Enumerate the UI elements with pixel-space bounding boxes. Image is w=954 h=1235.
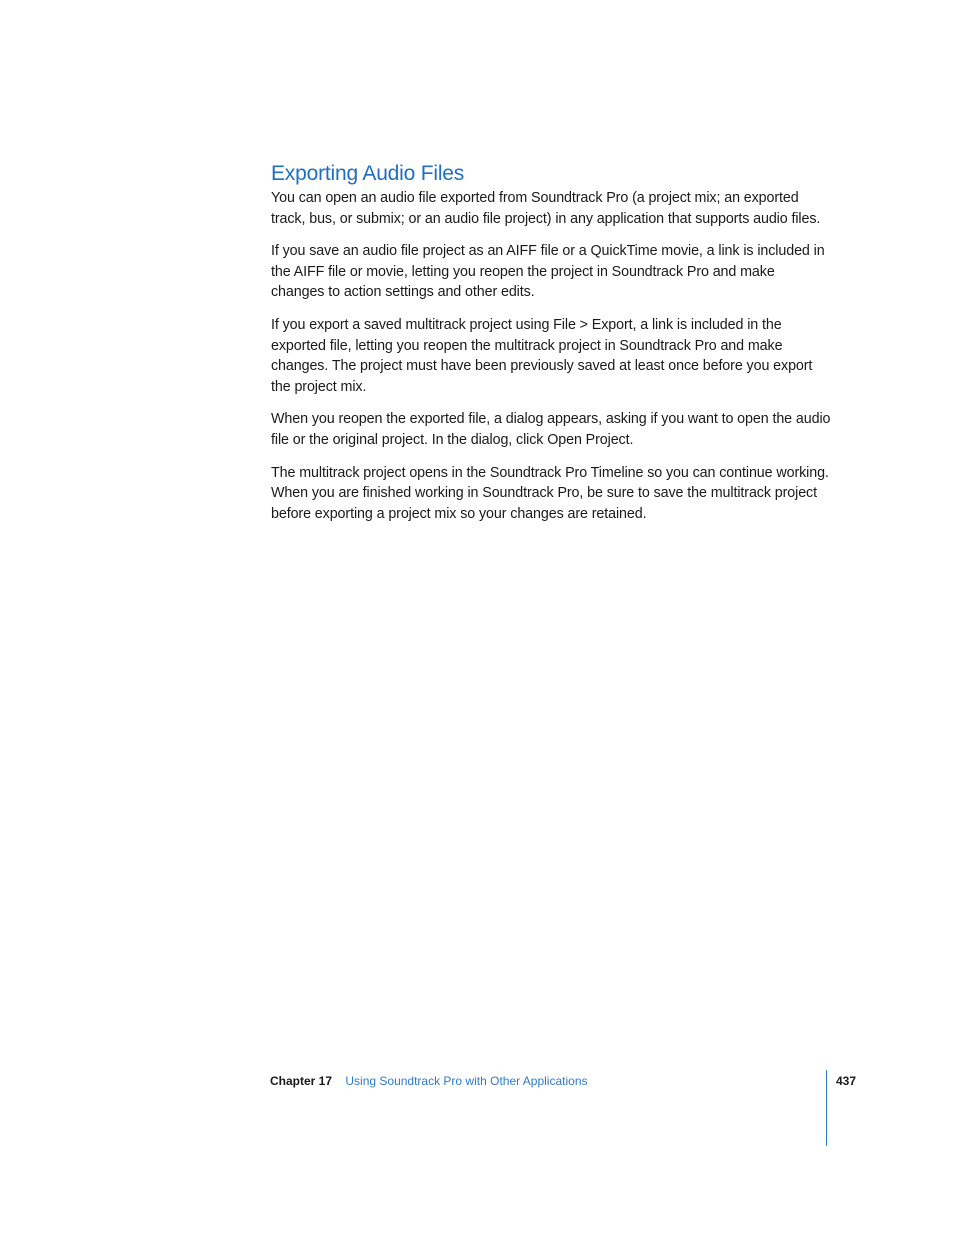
footer-divider [826, 1070, 827, 1146]
paragraph-3: If you export a saved multitrack project using File > Export, a link is included in the exported file, letting you reopen the multitrack project in Soundtrack Pro and make changes. The project must have been previously saved at least once before you export the project mix. [271, 316, 813, 395]
main-content [271, 160, 831, 536]
chapter-label: Chapter 17 [270, 1074, 333, 1088]
page-footer [270, 1072, 830, 1092]
chapter-title-link[interactable]: Using Soundtrack Pro with Other Applications [345, 1074, 588, 1088]
section-title: Exporting Audio Files [271, 162, 465, 185]
paragraph-1: You can open an audio file exported from Soundtrack Pro (a project mix; an exported track, bus, or submix; or an audio file project) in any application that supports audio files. [271, 190, 821, 227]
paragraph-5: The multitrack project opens in the Soundtrack Pro Timeline so you can continue working. When you are finished working in Soundtrack Pro, be sure to save the multitrack project before exporting a project mix so your changes are retained. [271, 464, 829, 522]
paragraph-4: When you reopen the exported file, a dialog appears, asking if you want to open the audio file or the original project. In the dialog, click Open Project. [271, 411, 831, 448]
paragraph-2: If you save an audio file project as an AIFF file or a QuickTime movie, a link is included in the AIFF file or movie, letting you reopen the project in Soundtrack Pro and make changes to action settings and other edits. [271, 243, 825, 301]
page-number: 437 [836, 1074, 857, 1088]
